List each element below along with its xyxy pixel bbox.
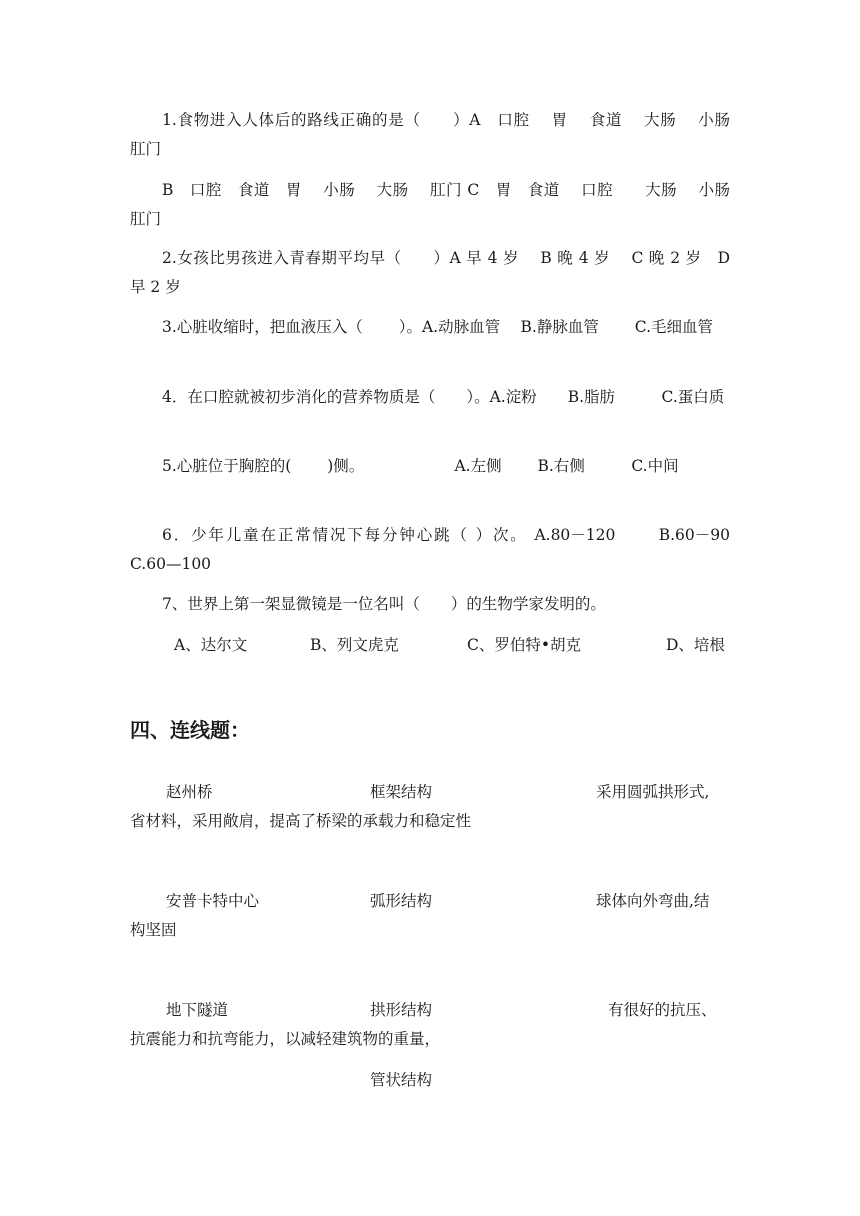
- section-title: 四、连线题：: [130, 718, 250, 742]
- matching-structure: 拱形结构: [370, 1001, 433, 1019]
- matching-structure: 弧形结构: [370, 892, 433, 910]
- matching-description: 球体向外弯曲,结 构坚固: [130, 892, 710, 939]
- question-7: 7、世界上第一架显微镜是一位名叫（ ）的生物学家发明的。: [162, 595, 606, 613]
- matching-item: 赵州桥: [166, 783, 213, 801]
- question-4: 4．在口腔就被初步消化的营养物质是（ ）。A.淀粉 B.脂肪 C.蛋白质: [162, 388, 725, 406]
- extra-structure: 管状结构: [370, 1071, 433, 1089]
- matching-row: [130, 996, 730, 1056]
- option-a: A、达尔文: [174, 636, 248, 654]
- option-b: B、列文虎克: [310, 636, 399, 654]
- matching-structure: 框架结构: [370, 783, 433, 801]
- matching-item: 地下隧道: [166, 1001, 229, 1019]
- matching-item: 安普卡特中心: [166, 892, 260, 910]
- matching-row: [130, 778, 730, 838]
- question-3: 3.心脏收缩时，把血液压入（ ）。A.动脉血管 B.静脉血管 C.毛细血管: [162, 318, 713, 336]
- option-c: C、罗伯特•胡克: [467, 636, 582, 654]
- matching-description: 有很好的抗压、 抗震能力和抗弯能力，以减轻建筑物的重量，: [130, 1001, 717, 1048]
- matching-row: [130, 887, 730, 947]
- question-5: 5.心脏位于胸腔的( )侧。 A.左侧 B.右侧 C.中间: [162, 457, 679, 475]
- question-7-options: [130, 630, 730, 660]
- question-1-options-bc: B 口腔 食道 胃 小肠 大肠 肛门 C 胃 食道 口腔 大肠 小肠 肛门: [130, 181, 746, 228]
- matching-description: 采用圆弧拱形式, 省材料，采用敞肩，提高了桥梁的承载力和稳定性: [130, 783, 710, 830]
- question-6: 6．少年儿童在正常情况下每分钟心跳（ ）次。 A.80－120 B.60－90 C.60—100: [130, 526, 746, 573]
- question-2: 2.女孩比男孩进入青春期平均早（ ）A 早 4 岁 B 晚 4 岁 C 晚 2 岁 D 早 2 岁: [130, 249, 730, 296]
- question-1: 1.食物进入人体后的路线正确的是（ ）A 口腔 胃 食道 大肠 小肠 肛门: [130, 111, 751, 158]
- option-d: D、培根: [666, 636, 725, 654]
